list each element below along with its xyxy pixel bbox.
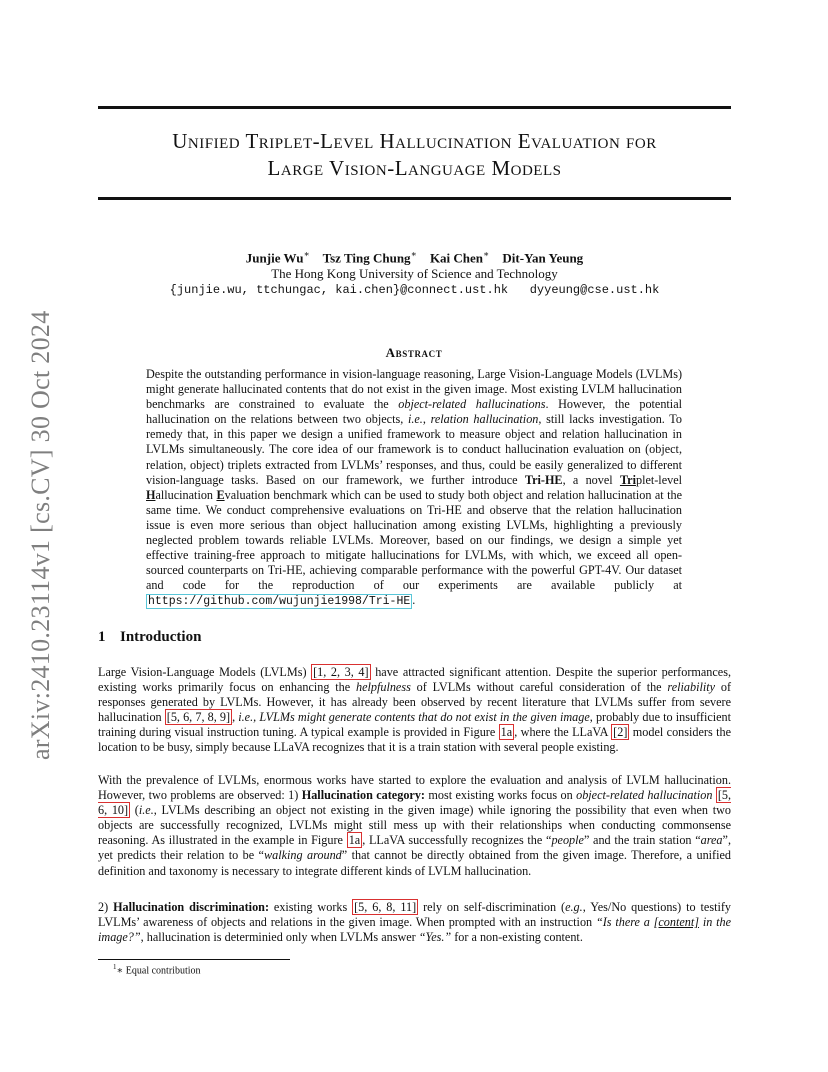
author-name: Junjie Wu (245, 250, 304, 266)
author-emails: {junjie.wu, ttchungac, kai.chen}@connect.ust.hk dyyeung@cse.ust.hk (169, 283, 660, 298)
section-heading-introduction: 1 Introduction (98, 629, 202, 645)
citation-link[interactable]: [5, 6, 10] (98, 788, 732, 818)
abstract-text: Despite the outstanding performance in vision-language reasoning, Large Vision-Language Models (LVLMs) might generate hallucinated contents that do not exist in the given image. Most existing LVLM hallucination benchmarks are constrained to evaluate the object-related hallucinations. However, the potential hallucination on the relations between two objects, i.e., relation hallucination, still lacks investigation. To remedy that, in this paper we design a unified framework to measure object and relation hallucination in LVLMs simultaneously. The core idea of our framework is to conduct hallucination evaluation on (object, relation, object) triplets extracted from LVLMs’ responses, and thus, could be easily generalized to different vision-language tasks. Based on our framework, we further introduce Tri-HE, a novel Triplet-level Hallucination Evaluation benchmark which can be used to study both object and relation hallucination at the same time. We conduct comprehensive evaluations on Tri-HE and observe that the relation hallucination issue is even more serious than object hallucination among existing LVLMs, highlighting a previously neglected problem towards reliable LVLMs. Moreover, based on our findings, we design a simple yet effective training-free approach to mitigate hallucinations for LVLMs, with which, we exceed all open-sourced counterparts on Tri-HE, achieving comparable performance with the powerful GPT-4V. Our dataset and code for the reproduction of our experiments are available publicly at https://github.com/wujunjie1998/Tri-HE . (146, 367, 682, 609)
citation-link[interactable]: [1, 2, 3, 4] (313, 665, 369, 679)
intro-paragraph-2: With the prevalence of LVLMs, enormous works have started to explore the evaluation and analysis of LVLM hallucination. However, two problems are observed: 1) Hallucination category: most existing works focus on object-related hallucination [5, 6, 10] (i.e., LVLMs describing an object not existing in the given image) while ignoring the possibility that even when two objects are successfully recognized, LVLMs might still mess up with their relationships when conducting commonsense reasoning. As illustrated in the example in Figure 1a , LLaVA successfully recognizes the “people” and the train station “area”, yet predicts their relation to be “walking around” that cannot be directly obtained from the given image. Therefore, a unified definition and taxonomy is necessary to integrate different kinds of LVLM hallucination. (98, 773, 732, 878)
figure-link[interactable]: 1a (348, 833, 361, 848)
footnote-rule (98, 959, 290, 960)
code-link[interactable]: https://github.com/wujunjie1998/Tri-HE (148, 595, 411, 609)
citation-link[interactable]: [2] (613, 725, 628, 740)
figure-link[interactable]: 1a (500, 725, 513, 740)
arxiv-watermark: arXiv:2410.23114v1 [cs.CV] 30 Oct 2024 (26, 310, 55, 760)
intro-paragraph-1: Large Vision-Language Models (LVLMs) [1, 2, 3, 4] have attracted significant attention. Despite the superior performances, existing works primarily focus on enhancing the helpfulness of LVLMs without careful consideration of the reliability of responses generated by LVLMs. However, it has already been observed by recent literature that LVLMs suffer from severe hallucination [5, 6, 7, 8, 9] , i.e., LVLMs might generate contents that do not exist in the given image, probably due to insufficient training during visual instruction tuning. A typical example is provided in Figure 1a , where the LLaVA [2] model considers the location to be busy, simply because LLaVA recognizes that it is a train station with several people existing. (98, 665, 732, 755)
author-name: Dit-Yan Yeung (502, 250, 584, 266)
title-bottom-rule (98, 197, 731, 200)
author-name: Kai Chen (429, 250, 484, 266)
title-top-rule (98, 106, 731, 109)
citation-link[interactable]: [5, 6, 8, 11] (354, 900, 417, 914)
affiliation: The Hong Kong University of Science and Technology (271, 266, 558, 282)
intro-paragraph-3: 2) Hallucination discrimination: existing works [5, 6, 8, 11] rely on self-discrimination (e.g., Yes/No questions) to testify LVLMs’ awareness of objects and relations in the given image. When prompted with an instruction “Is there a [content] in the image?”, hallucination is determinied only when LVLMs answer “Yes.” for a non-existing content. (98, 900, 732, 945)
author-names: Junjie Wu∗ Tsz Ting Chung∗ Kai Chen∗ Dit-Yan Yeung (245, 249, 584, 266)
title-line-1: Unified Triplet-Level Hallucination Evaluation for (172, 129, 657, 153)
citation-link[interactable]: [5, 6, 7, 8, 9] (166, 710, 231, 725)
paper-title (98, 128, 731, 182)
title-line-2: Large Vision-Language Models (267, 156, 562, 180)
author-block (98, 246, 731, 298)
author-name: Tsz Ting Chung (322, 250, 411, 266)
abstract-heading: Abstract (385, 345, 443, 360)
footnote: $^1$∗ Equal contribution (113, 963, 201, 977)
